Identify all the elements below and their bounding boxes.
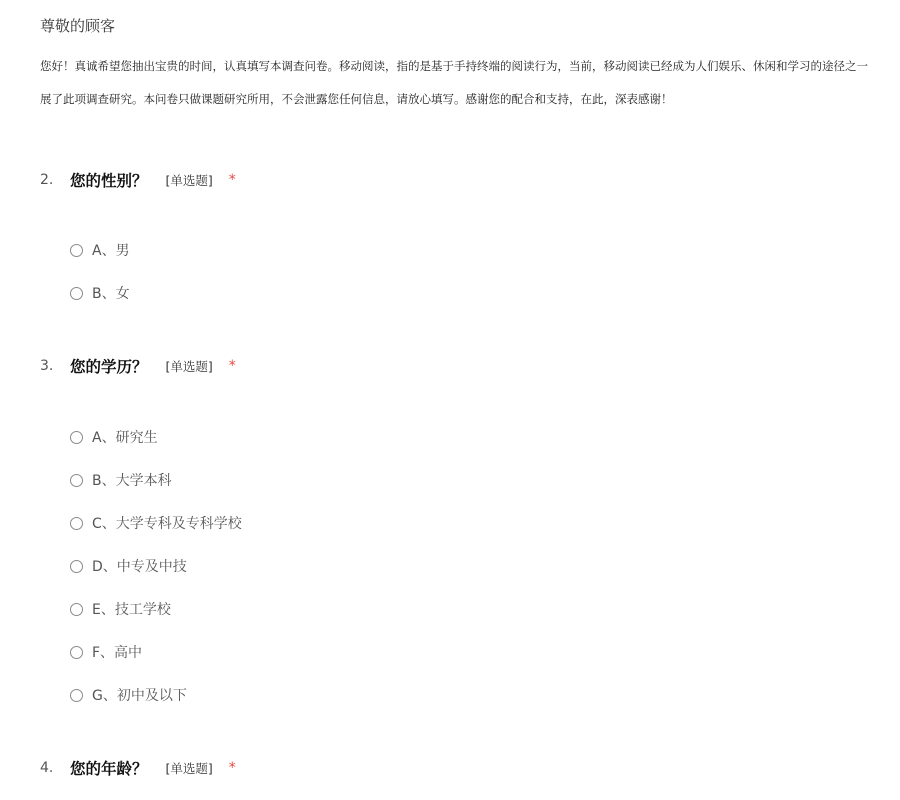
question-gender	[40, 168, 236, 192]
radio-button-icon[interactable]	[70, 244, 83, 257]
question-number: 2.	[40, 172, 54, 188]
radio-button-icon[interactable]	[70, 517, 83, 530]
radio-button-icon[interactable]	[70, 646, 83, 659]
question-title: 您的年龄？	[70, 760, 148, 778]
question-education	[40, 354, 236, 378]
question-type-label: [单选题]	[165, 173, 213, 188]
option-label: B、女	[92, 286, 130, 302]
option-education-technical-school[interactable]	[70, 599, 171, 619]
option-label: B、大学本科	[92, 473, 172, 489]
question-number: 3.	[40, 358, 54, 374]
radio-button-icon[interactable]	[70, 287, 83, 300]
option-label: F、高中	[92, 645, 143, 661]
option-gender-female[interactable]	[70, 283, 130, 303]
option-label: E、技工学校	[92, 602, 171, 618]
required-marker: *	[228, 358, 236, 374]
question-title: 您的学历？	[70, 358, 148, 376]
intro-text-line-2: 展了此项调查研究。本问卷只做课题研究所用，不会泄露您任何信息，请放心填写。感谢您的配合和支持，在此，深表感谢！	[40, 92, 673, 106]
option-education-high-school[interactable]	[70, 642, 142, 662]
option-education-college[interactable]	[70, 513, 242, 533]
required-marker: *	[228, 172, 236, 188]
intro-text-line-1: 您好！真诚希望您抽出宝贵的时间，认真填写本调查问卷。移动阅读，指的是基于手持终端的阅读行为，当前，移动阅读已经成为人们娱乐、休闲和学习的途径之一	[40, 59, 868, 73]
option-education-graduate[interactable]	[70, 427, 158, 447]
option-education-junior-high-or-below[interactable]	[70, 685, 187, 705]
option-label: C、大学专科及专科学校	[92, 516, 242, 532]
greeting-heading: 尊敬的顾客	[40, 17, 116, 35]
option-education-bachelor[interactable]	[70, 470, 172, 490]
question-title: 您的性别？	[70, 172, 148, 190]
radio-button-icon[interactable]	[70, 689, 83, 702]
option-label: G、初中及以下	[92, 688, 187, 704]
radio-button-icon[interactable]	[70, 474, 83, 487]
option-label: A、男	[92, 243, 130, 259]
required-marker: *	[228, 760, 236, 776]
question-number: 4.	[40, 760, 54, 776]
radio-button-icon[interactable]	[70, 560, 83, 573]
radio-button-icon[interactable]	[70, 431, 83, 444]
option-gender-male[interactable]	[70, 240, 130, 260]
option-label: D、中专及中技	[92, 559, 187, 575]
option-label: A、研究生	[92, 430, 158, 446]
option-education-vocational-secondary[interactable]	[70, 556, 187, 576]
question-age	[40, 756, 236, 780]
question-type-label: [单选题]	[165, 761, 213, 776]
radio-button-icon[interactable]	[70, 603, 83, 616]
question-type-label: [单选题]	[165, 359, 213, 374]
